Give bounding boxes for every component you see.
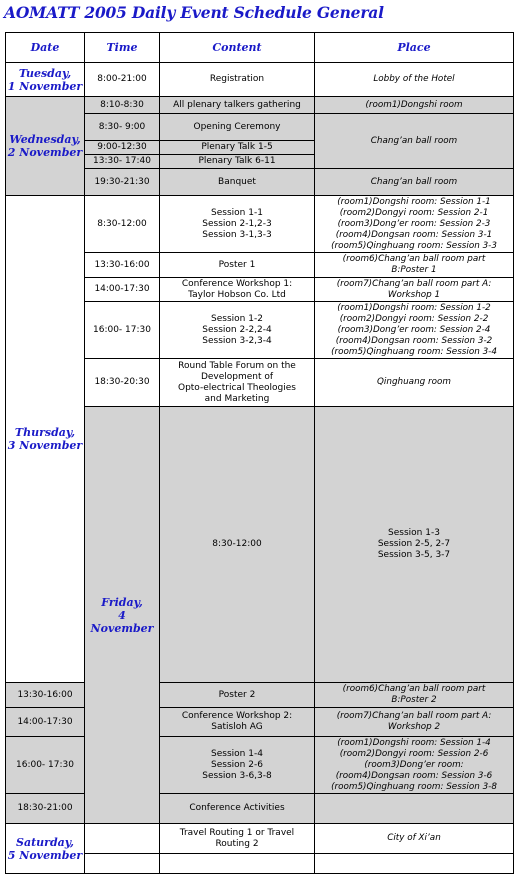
table-row <box>6 737 514 794</box>
header-content: Content <box>160 33 315 63</box>
content-cell: Registration <box>160 63 315 97</box>
place-cell: (room6)Chang’an ball room part B:Poster 2 <box>315 683 514 708</box>
date-cell: Thursday, 3 November <box>6 196 85 683</box>
date-cell: Wednesday, 2 November <box>6 97 85 196</box>
place-cell: (room6)Chang’an ball room part B:Poster 1 <box>315 253 514 278</box>
time-cell <box>85 824 160 854</box>
content-cell: Plenary Talk 1-5 <box>160 141 315 155</box>
place-cell: Chang’an ball room <box>315 114 514 169</box>
content-cell: Session 1-4 Session 2-6 Session 3-6,3-8 <box>160 737 315 794</box>
place-cell: Lobby of the Hotel <box>315 63 514 97</box>
time-cell: 14:00-17:30 <box>6 708 85 737</box>
time-cell: 13:30-16:00 <box>6 683 85 708</box>
time-cell: 16:00- 17:30 <box>85 302 160 359</box>
table-row <box>6 708 514 737</box>
content-cell: Round Table Forum on the Development of Opto-electrical Theologies and Marketing <box>160 359 315 407</box>
time-cell: 8:00-21:00 <box>85 63 160 97</box>
time-cell: 8:30- 9:00 <box>85 114 160 141</box>
time-cell: 13:30-16:00 <box>85 253 160 278</box>
time-cell: 14:00-17:30 <box>85 278 160 302</box>
time-cell: 16:00- 17:30 <box>6 737 85 794</box>
time-cell: 8:30-12:00 <box>85 196 160 253</box>
schedule-table <box>5 32 514 874</box>
time-cell: 18:30-20:30 <box>85 359 160 407</box>
table-row <box>6 196 514 253</box>
date-cell: Friday, 4 November <box>85 407 160 824</box>
content-cell: Poster 2 <box>160 683 315 708</box>
content-cell: Opening Ceremony <box>160 114 315 141</box>
place-cell: (room1)Dongshi room: Session 1-4 (room2)Dongyi room: Session 2-6 (room3)Dong’er room: (room4)Dongsan room: Session 3-6 (room5)Qinghuang room: Session 3-8 <box>315 737 514 794</box>
content-cell: All plenary talkers gathering <box>160 97 315 114</box>
header-date: Date <box>6 33 85 63</box>
date-cell: Saturday, 5 November <box>6 824 85 874</box>
time-cell: 8:10-8:30 <box>85 97 160 114</box>
content-cell: Session 1-3 Session 2-5, 2-7 Session 3-5, 3-7 <box>315 407 514 683</box>
content-cell: Conference Workshop 2: Satisloh AG <box>160 708 315 737</box>
page-title: AOMATT 2005 Daily Event Schedule General <box>4 3 384 22</box>
content-cell <box>160 854 315 874</box>
time-cell: 9:00-12:30 <box>85 141 160 155</box>
time-cell: 19:30-21:30 <box>85 169 160 196</box>
content-cell: Banquet <box>160 169 315 196</box>
time-cell: 8:30-12:00 <box>160 407 315 683</box>
place-cell: (room7)Chang’an ball room part A: Workshop 1 <box>315 278 514 302</box>
place-cell: Qinghuang room <box>315 359 514 407</box>
time-cell: 13:30- 17:40 <box>85 155 160 169</box>
place-cell: (room7)Chang’an ball room part A: Workshop 2 <box>315 708 514 737</box>
content-cell: Poster 1 <box>160 253 315 278</box>
content-cell: Session 1-1 Session 2-1,2-3 Session 3-1,3-3 <box>160 196 315 253</box>
header-time: Time <box>85 33 160 63</box>
place-cell: City of Xi’an <box>315 824 514 854</box>
content-cell: Conference Workshop 1: Taylor Hobson Co. Ltd <box>160 278 315 302</box>
place-cell: (room1)Dongshi room: Session 1-1 (room2)Dongyi room: Session 2-1 (room3)Dong’er room: Session 2-3 (room4)Dongsan room: Session 3-1 (room5)Qinghuang room: Session 3-3 <box>315 196 514 253</box>
table-row <box>6 824 514 854</box>
content-cell: Session 1-2 Session 2-2,2-4 Session 3-2,3-4 <box>160 302 315 359</box>
place-cell <box>315 794 514 824</box>
content-cell: Plenary Talk 6-11 <box>160 155 315 169</box>
table-row <box>6 97 514 114</box>
date-cell: Tuesday, 1 November <box>6 63 85 97</box>
place-cell: (room1)Dongshi room <box>315 97 514 114</box>
time-cell <box>85 854 160 874</box>
place-cell: Chang’an ball room <box>315 169 514 196</box>
content-cell: Travel Routing 1 or Travel Routing 2 <box>160 824 315 854</box>
place-cell <box>315 854 514 874</box>
header-place: Place <box>315 33 514 63</box>
content-cell: Conference Activities <box>160 794 315 824</box>
table-row <box>6 63 514 97</box>
table-row <box>6 683 514 708</box>
table-row <box>6 794 514 824</box>
place-cell: (room1)Dongshi room: Session 1-2 (room2)Dongyi room: Session 2-2 (room3)Dong’er room: Session 2-4 (room4)Dongsan room: Session 3-2 (room5)Qinghuang room: Session 3-4 <box>315 302 514 359</box>
header-row <box>6 33 514 63</box>
time-cell: 18:30-21:00 <box>6 794 85 824</box>
